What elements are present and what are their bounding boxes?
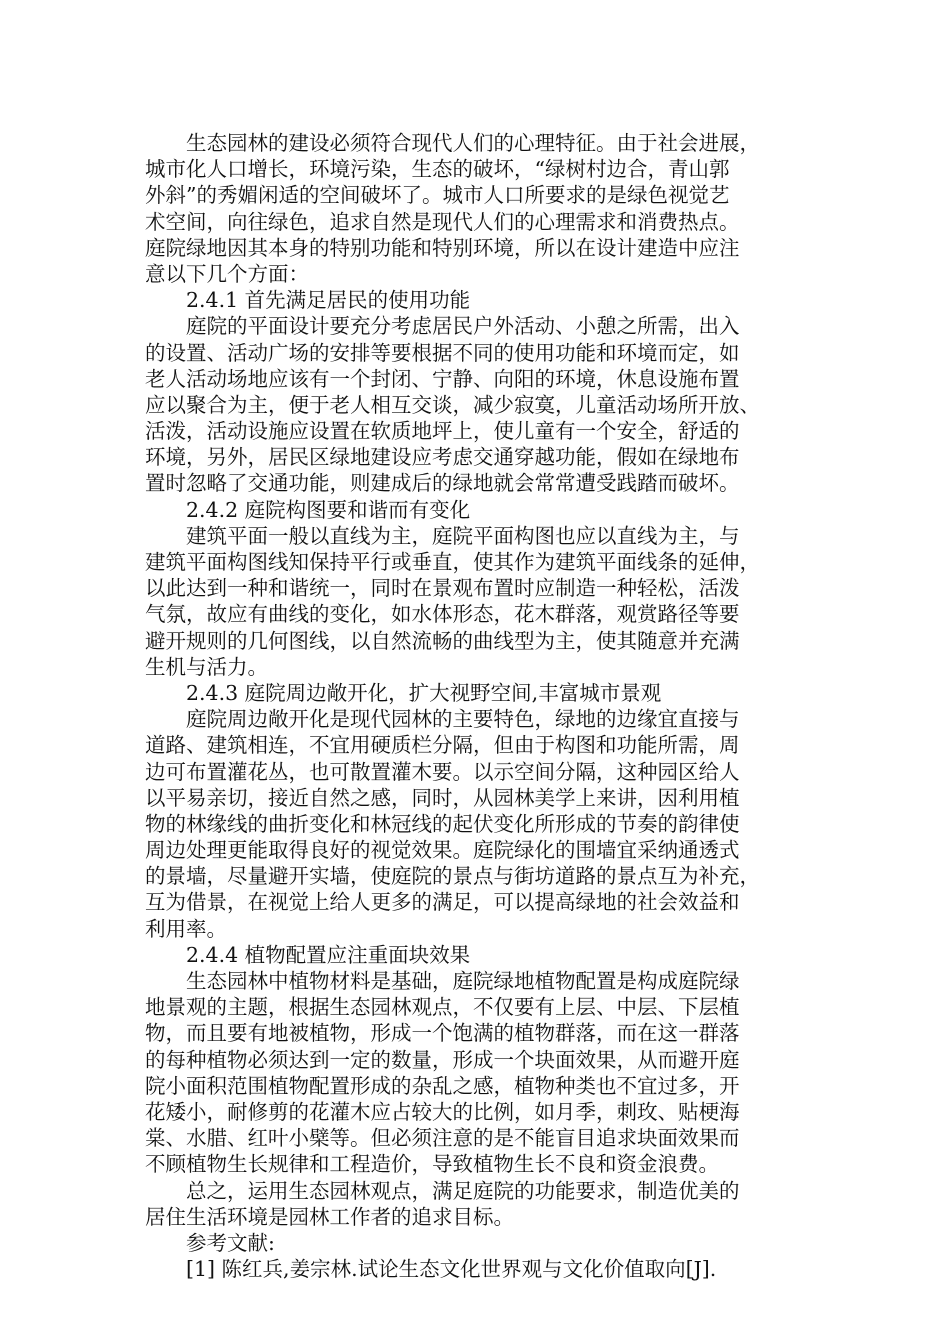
text-line: 边可布置灌花丛，也可散置灌木要。以示空间分隔，这种园区给人 [145,759,740,784]
text-line: 利用率。 [145,916,227,941]
text-line: 2.4.2 庭院构图要和谐而有变化 [186,497,471,522]
text-line: 庭院周边敞开化是现代园林的主要特色，绿地的边缘宜直接与 [186,707,740,732]
document-body [145,130,810,1282]
text-line: 物的林缘线的曲折变化和林冠线的起伏变化所形成的节奏的韵律使 [145,811,740,836]
text-line: 的设置、活动广场的安排等要根据不同的使用功能和环境而定，如 [145,340,740,365]
text-line: 庭院绿地因其本身的特别功能和特别环境，所以在设计建造中应注 [145,235,740,260]
text-line: 参考文献: [186,1230,275,1255]
text-line: 城市化人口增长，环境污染，生态的破坏，“绿树村边合，青山郭 [145,157,730,182]
text-line: [1] 陈红兵,姜宗林.试论生态文化世界观与文化价值取向[J]. [186,1257,717,1282]
text-line: 生态园林中植物材料是基础，庭院绿地植物配置是构成庭院绿 [186,969,740,993]
text-line: 术空间，向往绿色，追求自然是现代人们的心理需求和消费热点。 [145,209,740,234]
text-line: 周边处理更能取得良好的视觉效果。庭院绿化的围墙宜采纳通透式 [145,838,740,863]
text-line: 置时忽略了交通功能，则建成后的绿地就会常常遭受践踏而破坏。 [145,471,740,496]
text-line: 居住生活环境是园林工作者的追求目标。 [145,1204,514,1229]
text-line: 以平易亲切，接近自然之感，同时，从园林美学上来讲，因利用植 [145,785,740,810]
text-line: 院小面积范围植物配置形成的杂乱之感，植物种类也不宜过多，开 [145,1073,740,1098]
text-line: 棠、水腊、红叶小檗等。但必须注意的是不能盲目追求块面效果而 [145,1126,740,1151]
text-line: 2.4.4 植物配置应注重面块效果 [186,942,471,967]
text-line: 的景墙，尽量避开实墙，使庭院的景点与街坊道路的景点互为补充， [145,864,760,889]
text-line: 道路、建筑相连，不宜用硬质栏分隔，但由于构图和功能所需，周 [145,733,740,758]
text-line: 2.4.1 首先满足居民的使用功能 [186,288,471,313]
text-line: 环境，另外，居民区绿地建设应考虑交通穿越功能，假如在绿地布 [145,445,740,470]
text-line: 意以下几个方面： [145,261,309,286]
text-line: 外斜”的秀媚闲适的空间破坏了。城市人口所要求的是绿色视觉艺 [145,183,730,208]
text-line: 总之，运用生态园林观点，满足庭院的功能要求，制造优美的 [186,1178,740,1203]
text-line: 不顾植物生长规律和工程造价，导致植物生长不良和资金浪费。 [145,1152,719,1177]
text-line: 地景观的主题，根据生态园林观点，不仅要有上层、中层、下层植 [145,995,740,1020]
text-line: 建筑平面构图线知保持平行或垂直，使其作为建筑平面线条的延伸， [145,550,760,574]
text-line: 物，而且要有地被植物，形成一个饱满的植物群落，而在这一群落 [145,1021,740,1046]
text-line: 以此达到一种和谐统一，同时在景观布置时应制造一种轻松，活泼 [145,576,740,601]
text-line: 建筑平面一般以直线为主，庭院平面构图也应以直线为主，与 [186,523,740,548]
text-line: 花矮小，耐修剪的花灌木应占较大的比例，如月季，刺玫、贴梗海 [145,1099,740,1124]
text-line: 避开规则的几何图线，以自然流畅的曲线型为主，使其随意并充满 [145,628,740,653]
text-line: 的每种植物必须达到一定的数量，形成一个块面效果，从而避开庭 [145,1047,740,1072]
text-line: 庭院的平面设计要充分考虑居民户外活动、小憩之所需，出入 [186,314,740,339]
text-line: 生机与活力。 [145,654,268,679]
text-line: 气氛，故应有曲线的变化，如水体形态，花木群落，观赏路径等要 [145,602,740,627]
text-line: 应以聚合为主，便于老人相互交谈，减少寂寞，儿童活动场所开放、 [145,392,760,417]
text-line: 生态园林的建设必须符合现代人们的心理特征。由于社会进展， [186,131,760,155]
text-line: 2.4.3 庭院周边敞开化，扩大视野空间,丰富城市景观 [186,680,662,705]
text-line: 活泼，活动设施应设置在软质地坪上，使儿童有一个安全，舒适的 [145,419,740,444]
text-line: 互为借景，在视觉上给人更多的满足，可以提高绿地的社会效益和 [145,890,740,915]
text-line: 老人活动场地应该有一个封闭、宁静、向阳的环境，休息设施布置 [145,366,740,391]
